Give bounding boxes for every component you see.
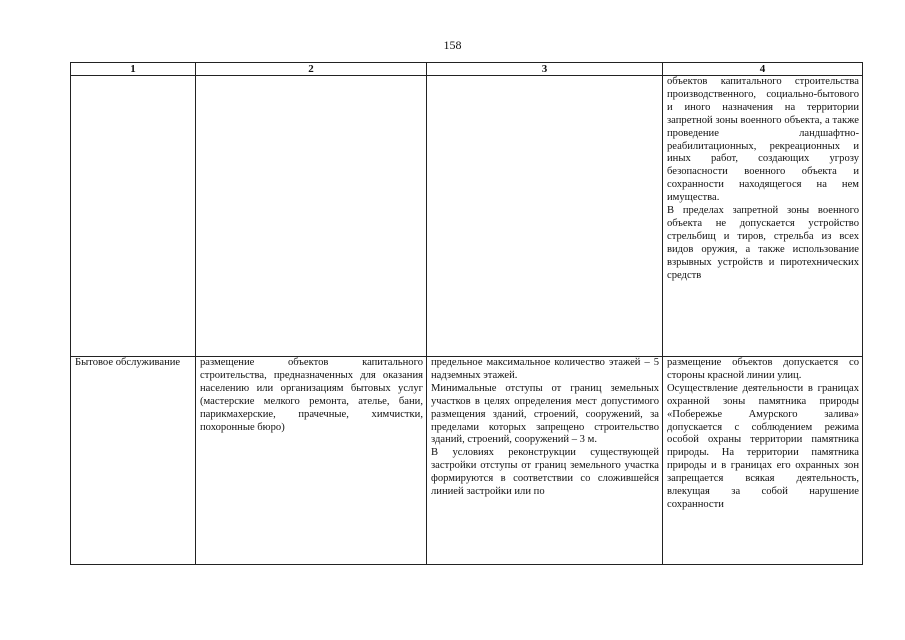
row1-col1 xyxy=(71,76,196,357)
row2-col1-use-name: Бытовое обслуживание xyxy=(71,357,196,565)
row1-col2 xyxy=(196,76,427,357)
row2-col4-para2: Осуществление деятельности в границах охранной зоны памятника природы «Побережье Амурского залива» допускается с соблюдением режима особой охраны территории памятника природы. На территории памятника природы и в границах его охранных зон запрещается всякая деятельность, влекущая за собой нарушение сохранности xyxy=(667,382,859,510)
regulations-table xyxy=(70,62,863,565)
row2-col3-para3: В условиях реконструкции существующей застройки отступы от границ земельного участка формируются в соответствии со сложившейся линией застройки или по xyxy=(431,447,659,498)
row2-col3-para1: предельное максимальное количество этажей – 5 надземных этажей. xyxy=(431,357,659,381)
table-row xyxy=(71,357,863,565)
row2-col4-restrictions xyxy=(663,357,863,565)
row1-col4-para1: объектов капитального строительства производственного, социально-бытового и иного назначения на территории запретной зоны военного объекта, а также проведение ландшафтно-реабилитационных, рекреационных и иных работ, создающих угрозу безопасности военного объекта и сохранности находящегося на нем имущества. xyxy=(667,76,859,204)
row2-col3-para2: Минимальные отступы от границ земельных участков в целях определения мест допустимого размещения зданий, строений, сооружений, за пределами которых запрещено строительство зданий, строений, сооружений – 3 м. xyxy=(431,382,659,446)
row2-col2-description: размещение объектов капитального строительства, предназначенных для оказания населению или организациям бытовых услуг (мастерские мелкого ремонта, ателье, бани, парикмахерские, прачечные, химчистки, похоронные бюро) xyxy=(196,357,427,565)
row1-col3 xyxy=(427,76,663,357)
column-header-1: 1 xyxy=(71,63,196,76)
row1-col4-para2: В пределах запретной зоны военного объекта не допускается устройство стрельбищ и тиров, стрельба из всех видов оружия, а также использование взрывных устройств и пиротехнических средств xyxy=(667,205,859,281)
row2-col3-parameters xyxy=(427,357,663,565)
header-row xyxy=(71,63,863,76)
column-header-2: 2 xyxy=(196,63,427,76)
row2-col4-para1: размещение объектов допускается со стороны красной линии улиц. xyxy=(667,357,859,381)
column-header-3: 3 xyxy=(427,63,663,76)
column-header-4: 4 xyxy=(663,63,863,76)
row1-col4 xyxy=(663,76,863,357)
table-row xyxy=(71,76,863,357)
page-number: 158 xyxy=(443,38,462,52)
